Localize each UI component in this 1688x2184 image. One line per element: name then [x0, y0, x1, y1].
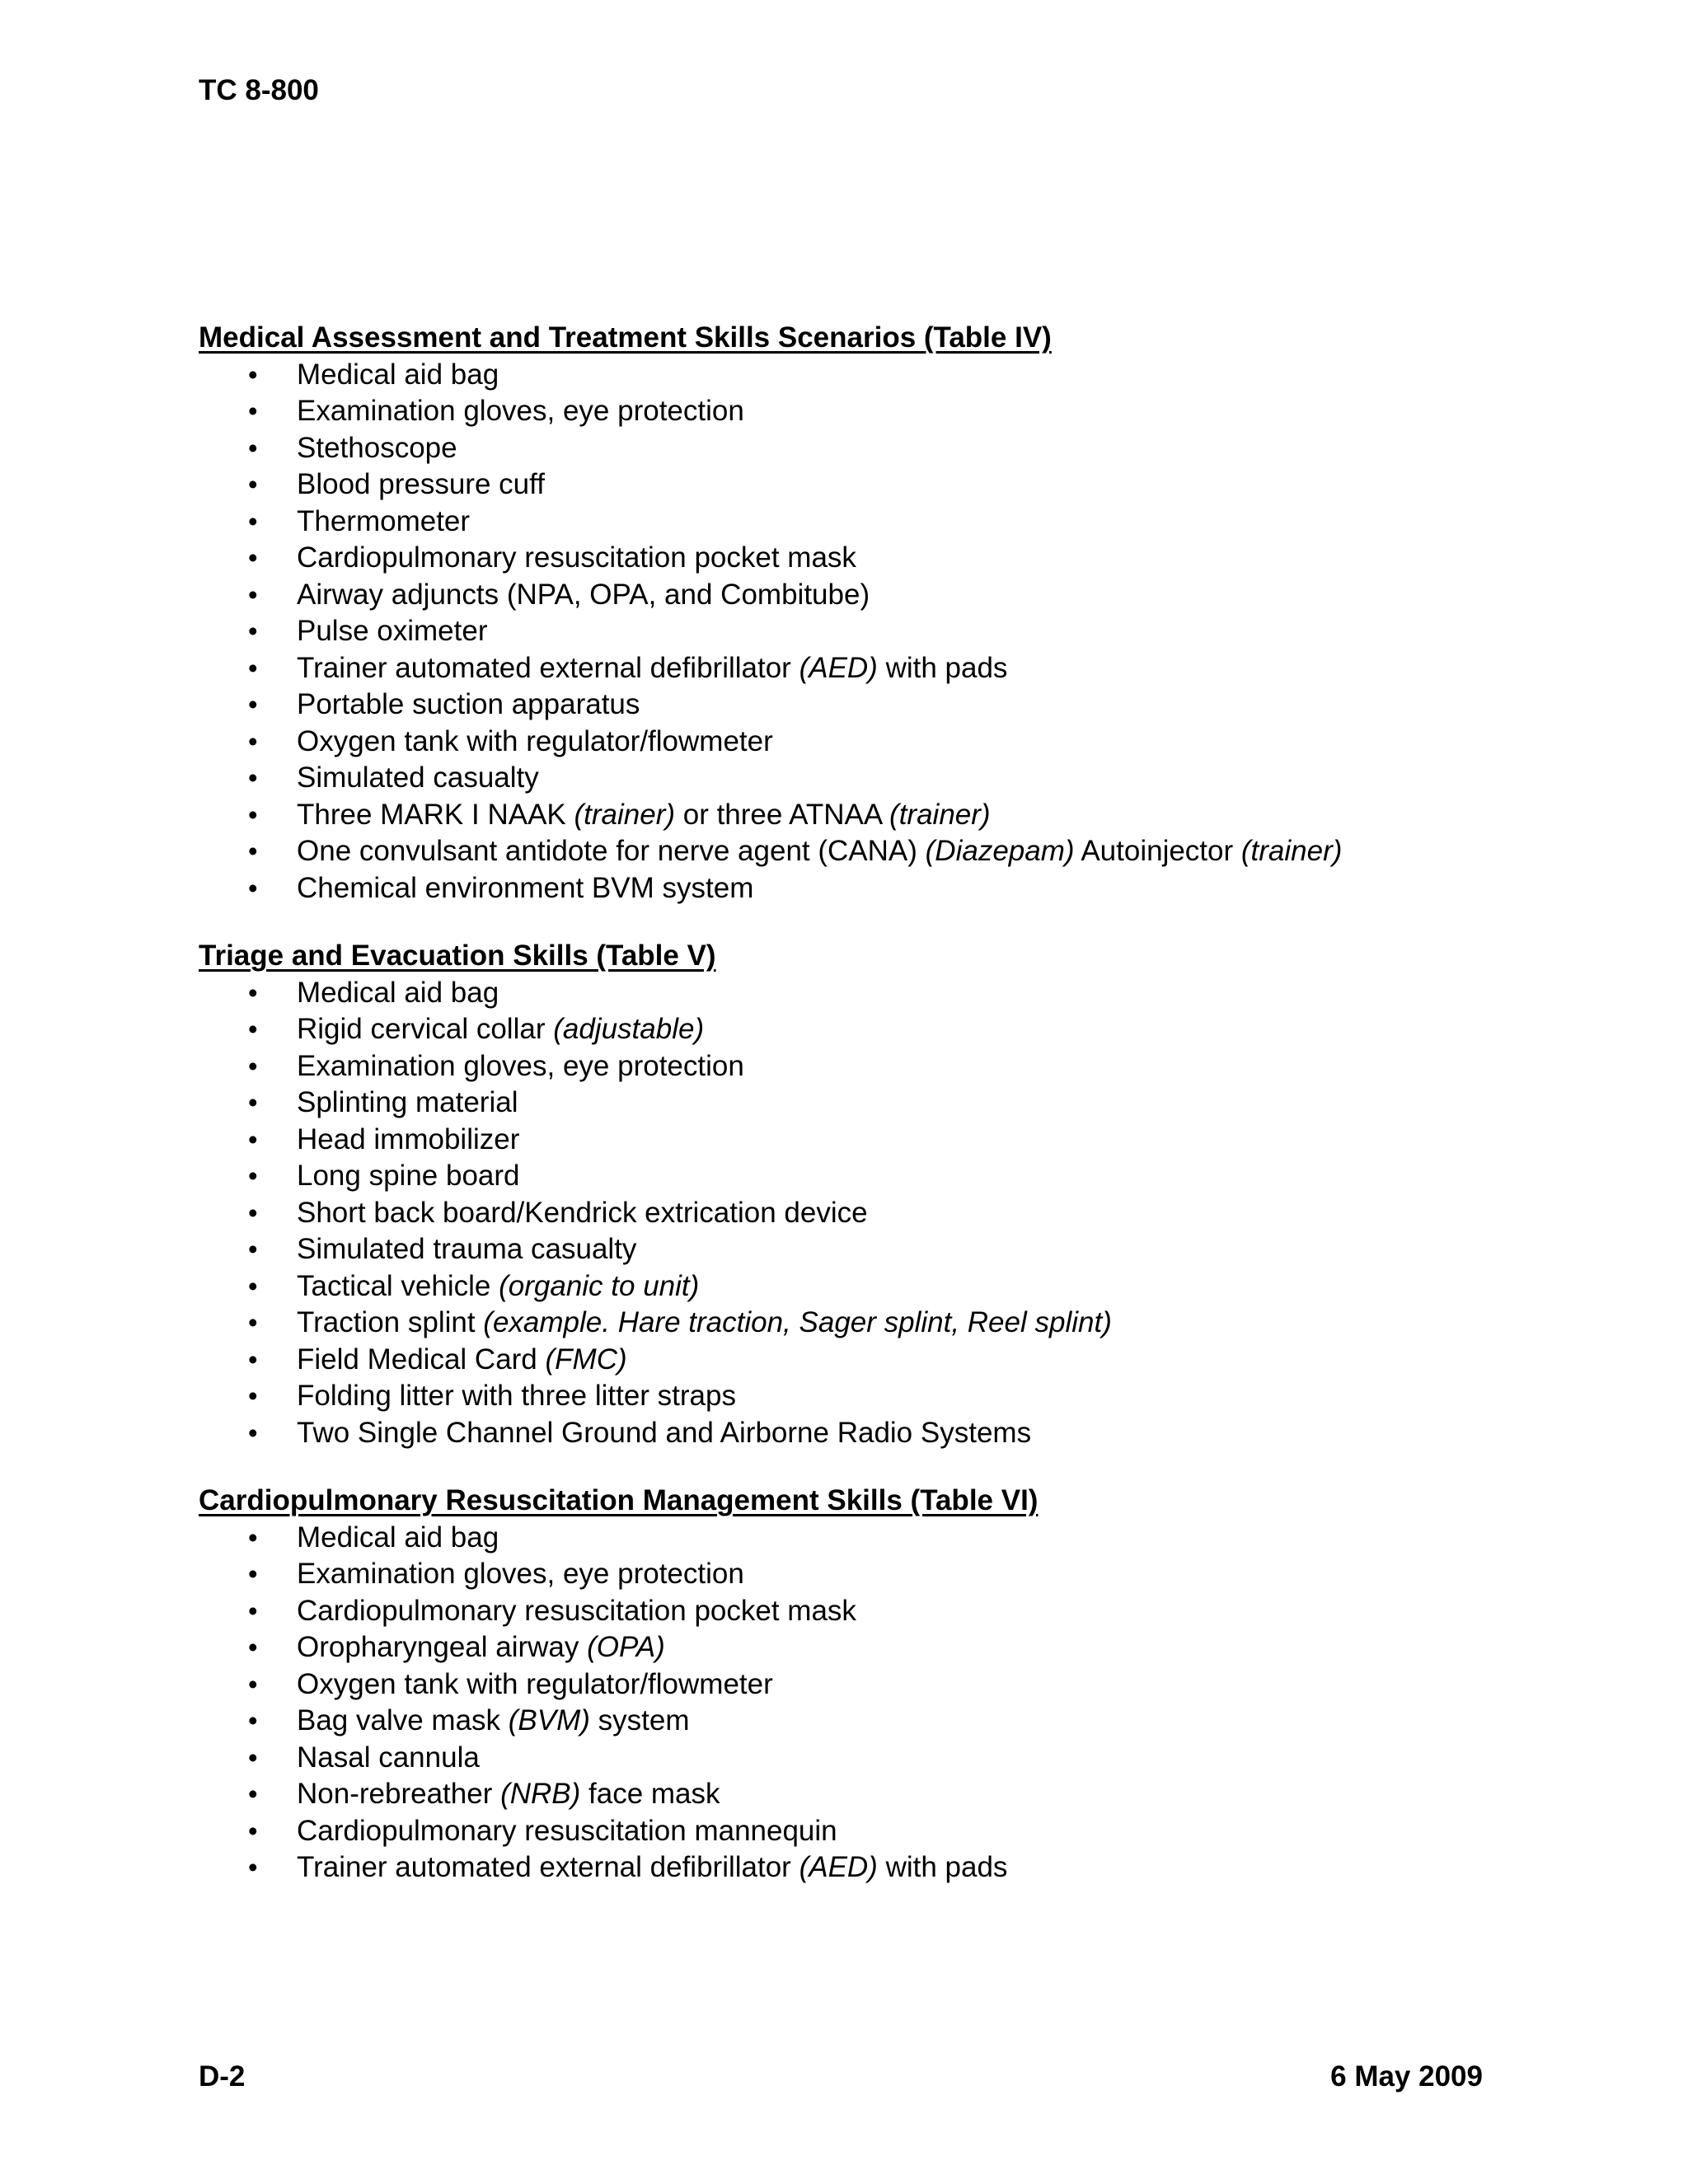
bullet-icon: • — [248, 762, 258, 793]
list-item — [199, 1195, 1484, 1232]
item-text: Oropharyngeal airway — [297, 1631, 588, 1663]
item-text: Two Single Channel Ground and Airborne Radio Systems — [297, 1416, 1032, 1449]
list-item — [199, 760, 1484, 797]
list-item — [199, 1666, 1484, 1704]
list-item — [199, 1048, 1484, 1085]
item-text-italic: (organic to unit) — [499, 1269, 700, 1302]
bullet-icon: • — [248, 1417, 258, 1448]
list-item — [199, 1268, 1484, 1305]
bullet-icon: • — [248, 505, 258, 537]
item-text-italic: (trainer) — [1240, 835, 1343, 867]
list-item — [199, 1231, 1484, 1268]
item-text: Rigid cervical collar — [297, 1013, 554, 1045]
list-item — [199, 797, 1484, 834]
list-item — [199, 540, 1484, 577]
item-text: Blood pressure cuff — [297, 468, 545, 500]
list-item — [199, 833, 1484, 870]
list-item — [199, 1158, 1484, 1195]
bullet-icon: • — [248, 1014, 258, 1044]
bullet-icon: • — [248, 1521, 258, 1553]
item-text: Pulse oximeter — [297, 615, 488, 647]
list-item — [199, 724, 1484, 761]
item-text-italic: (trainer) — [574, 798, 676, 831]
item-text-italic: (NRB) — [500, 1778, 581, 1810]
item-text: Cardiopulmonary resuscitation mannequin — [297, 1814, 837, 1847]
item-text: Traction splint — [297, 1306, 484, 1338]
bullet-icon: • — [248, 616, 258, 646]
bullet-icon: • — [248, 977, 258, 1008]
bullet-icon: • — [248, 1234, 258, 1264]
item-text: One convulsant antidote for nerve agent (CANA) — [297, 835, 926, 867]
list-item — [199, 650, 1484, 687]
item-text-italic: (trainer) — [889, 798, 991, 831]
page-footer — [199, 2060, 1483, 2093]
item-text-italic: (adjustable) — [553, 1013, 705, 1045]
bullet-icon: • — [248, 1050, 258, 1081]
bullet-icon: • — [248, 432, 258, 463]
item-text: with pads — [877, 651, 1008, 684]
item-text: Medical aid bag — [297, 976, 499, 1009]
list-item — [199, 393, 1484, 430]
list-item — [199, 687, 1484, 724]
item-text: Trainer automated external defibrillator — [297, 1851, 799, 1883]
item-text: Examination gloves, eye protection — [297, 1558, 744, 1590]
item-text: Cardiopulmonary resuscitation pocket mask — [297, 541, 856, 574]
section — [199, 938, 1484, 1451]
list-item — [199, 1520, 1484, 1557]
item-text: or three ATNAA — [675, 798, 890, 831]
list-item — [199, 1122, 1484, 1159]
item-text: Simulated trauma casualty — [297, 1233, 637, 1265]
section-title: Triage and Evacuation Skills (Table V) — [199, 940, 716, 972]
item-text: Short back board/Kendrick extrication device — [297, 1196, 868, 1229]
list-item — [199, 1415, 1484, 1452]
publication-date: 6 May 2009 — [1330, 2060, 1483, 2093]
equipment-list — [199, 975, 1484, 1452]
item-text: Portable suction apparatus — [297, 688, 640, 720]
item-text: Stethoscope — [297, 431, 457, 464]
item-text: Head immobilizer — [297, 1122, 520, 1155]
bullet-icon: • — [248, 799, 258, 830]
bullet-icon: • — [248, 1123, 258, 1155]
bullet-icon: • — [248, 1558, 258, 1589]
bullet-icon: • — [248, 652, 258, 683]
item-text: Folding litter with three litter straps — [297, 1380, 736, 1412]
item-text-italic: (FMC) — [545, 1343, 627, 1376]
item-text: Thermometer — [297, 504, 471, 537]
bullet-icon: • — [248, 1815, 258, 1846]
section-title: Cardiopulmonary Resuscitation Management Skills (Table VI) — [199, 1484, 1039, 1516]
item-text: Nasal cannula — [297, 1741, 480, 1774]
bullet-icon: • — [248, 1668, 258, 1699]
bullet-icon: • — [248, 1779, 258, 1809]
section — [199, 320, 1484, 907]
item-text: Airway adjuncts (NPA, OPA, and Combitube) — [297, 578, 870, 611]
item-text: Examination gloves, eye protection — [297, 1049, 744, 1082]
list-item — [199, 504, 1484, 541]
list-item — [199, 1813, 1484, 1850]
item-text: Examination gloves, eye protection — [297, 395, 744, 427]
list-item — [199, 1085, 1484, 1122]
item-text: Non-rebreather — [297, 1778, 501, 1810]
list-item — [199, 1740, 1484, 1777]
bullet-icon: • — [248, 1705, 258, 1736]
item-text: Cardiopulmonary resuscitation pocket mask — [297, 1594, 856, 1627]
item-text: face mask — [580, 1778, 720, 1810]
list-item — [199, 1556, 1484, 1593]
page-number: D-2 — [199, 2060, 246, 2093]
item-text-italic: (example. Hare traction, Sager splint, Reel splint) — [483, 1306, 1112, 1338]
item-text: Autoinjector — [1074, 835, 1241, 867]
bullet-icon: • — [248, 836, 258, 866]
list-item — [199, 1342, 1484, 1379]
bullet-icon: • — [248, 1160, 258, 1191]
list-item — [199, 430, 1484, 467]
item-text: Tactical vehicle — [297, 1269, 499, 1302]
bullet-icon: • — [248, 689, 258, 719]
list-item — [199, 1703, 1484, 1740]
bullet-icon: • — [248, 1307, 258, 1338]
bullet-icon: • — [248, 1270, 258, 1301]
item-text: Oxygen tank with regulator/flowmeter — [297, 1667, 773, 1700]
list-item — [199, 1011, 1484, 1048]
bullet-icon: • — [248, 579, 258, 610]
bullet-icon: • — [248, 1595, 258, 1626]
list-item — [199, 1305, 1484, 1342]
item-text: Bag valve mask — [297, 1704, 509, 1736]
bullet-icon: • — [248, 469, 258, 499]
list-item — [199, 870, 1484, 907]
list-item — [199, 577, 1484, 614]
document-id-header: TC 8-800 — [199, 74, 319, 106]
item-text: Three MARK I NAAK — [297, 798, 574, 831]
list-item — [199, 1776, 1484, 1813]
item-text: Medical aid bag — [297, 1521, 499, 1554]
item-text-italic: (BVM) — [508, 1704, 590, 1736]
item-text-italic: (AED) — [799, 1851, 878, 1883]
bullet-icon: • — [248, 1087, 258, 1118]
item-text-italic: (Diazepam) — [925, 835, 1075, 867]
bullet-icon: • — [248, 1741, 258, 1773]
bullet-icon: • — [248, 872, 258, 903]
item-text: with pads — [877, 1851, 1008, 1883]
item-text-italic: (OPA) — [587, 1631, 665, 1663]
bullet-icon: • — [248, 1343, 258, 1375]
list-item — [199, 357, 1484, 394]
bullet-icon: • — [248, 1380, 258, 1411]
list-item — [199, 466, 1484, 504]
bullet-icon: • — [248, 1852, 258, 1882]
bullet-icon: • — [248, 396, 258, 426]
section — [199, 1483, 1484, 1886]
equipment-list — [199, 1520, 1484, 1886]
bullet-icon: • — [248, 1632, 258, 1662]
item-text: Simulated casualty — [297, 762, 539, 794]
bullet-icon: • — [248, 542, 258, 573]
list-item — [199, 975, 1484, 1012]
bullet-icon: • — [248, 1197, 258, 1228]
bullet-icon: • — [248, 725, 258, 757]
item-text: Splinting material — [297, 1086, 518, 1118]
item-text: system — [589, 1704, 690, 1736]
item-text-italic: (AED) — [799, 651, 878, 684]
document-body — [199, 320, 1484, 1918]
item-text: Field Medical Card — [297, 1343, 546, 1376]
list-item — [199, 613, 1484, 650]
item-text: Oxygen tank with regulator/flowmeter — [297, 724, 773, 757]
item-text: Trainer automated external defibrillator — [297, 651, 799, 684]
bullet-icon: • — [248, 359, 258, 390]
list-item — [199, 1849, 1484, 1886]
list-item — [199, 1629, 1484, 1666]
section-title: Medical Assessment and Treatment Skills Scenarios (Table IV) — [199, 321, 1052, 354]
list-item — [199, 1593, 1484, 1630]
item-text: Chemical environment BVM system — [297, 871, 754, 904]
equipment-list — [199, 357, 1484, 907]
item-text: Medical aid bag — [297, 358, 499, 391]
list-item — [199, 1378, 1484, 1415]
item-text: Long spine board — [297, 1160, 520, 1192]
